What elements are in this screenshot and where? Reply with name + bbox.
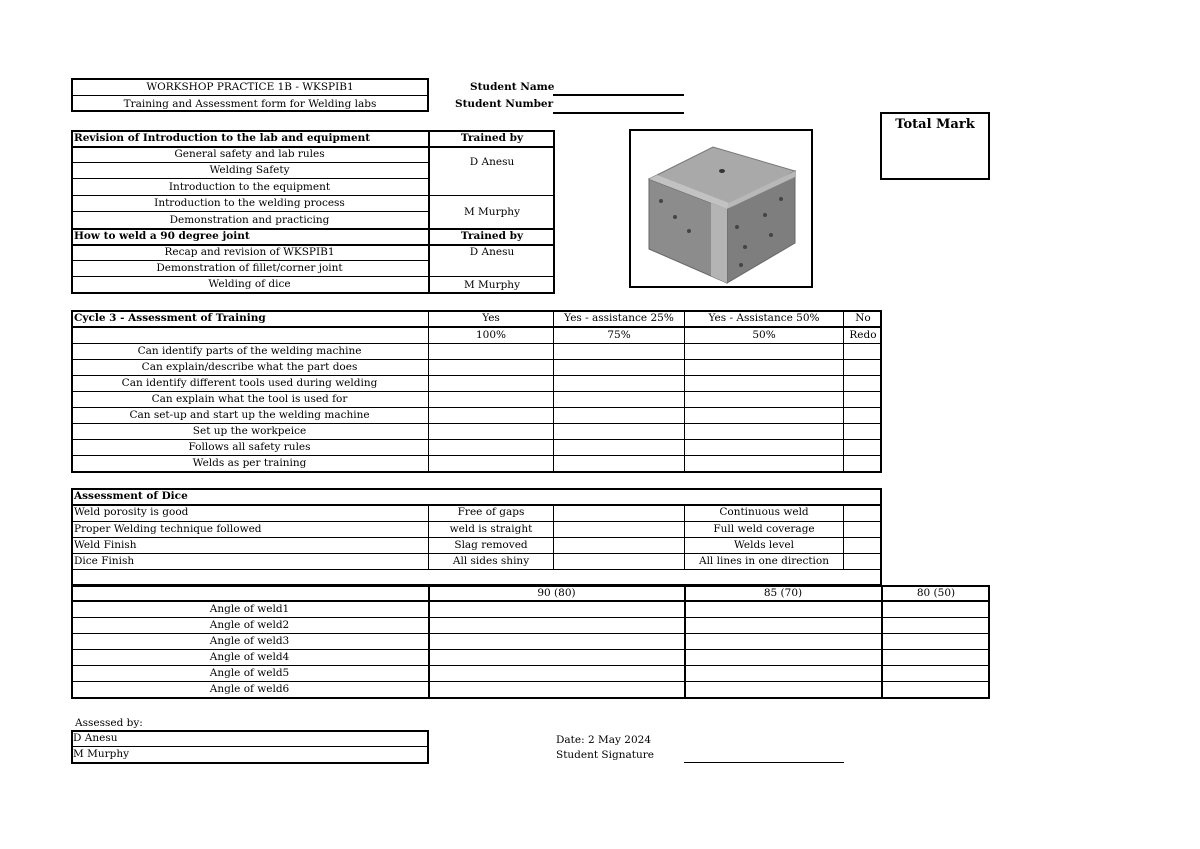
training-item: Introduction to the welding process [154, 197, 345, 209]
dice-check: Full weld coverage [713, 523, 815, 535]
section2-title: How to weld a 90 degree joint [74, 230, 250, 242]
assessed-by-label: Assessed by: [75, 717, 143, 729]
dice-rule [843, 504, 844, 570]
dice-criterion: Weld porosity is good [74, 506, 189, 518]
training-rule [71, 211, 428, 212]
training-item: General safety and lab rules [174, 148, 325, 160]
angle-item: Angle of weld1 [209, 603, 290, 615]
trained-by-header-2: Trained by [460, 230, 524, 242]
column-header: Yes - assistance 25% [564, 312, 674, 324]
form-subtitle: Training and Assessment form for Welding labs [123, 98, 377, 110]
trainer-name: M Murphy [463, 206, 521, 218]
column-header: Yes - Assistance 50% [708, 312, 820, 324]
column-header: Yes [482, 312, 500, 324]
angle-item: Angle of weld2 [209, 619, 290, 631]
dice-image-frame [629, 129, 813, 288]
angle-item: Angle of weld3 [209, 635, 290, 647]
form-title: WORKSHOP PRACTICE 1B - WKSPIB1 [146, 81, 354, 93]
student-number-field[interactable] [553, 112, 684, 114]
column-header: No [855, 312, 871, 324]
trainer-name: D Anesu [469, 246, 515, 258]
angle-item: Angle of weld5 [209, 667, 290, 679]
student-number-label: Student Number [455, 98, 554, 110]
angle-column-header: 85 (70) [763, 587, 803, 599]
training-item: Welding of dice [208, 278, 291, 290]
training-item: Recap and revision of WKSPIB1 [164, 246, 335, 258]
dice-check: All sides shiny [452, 555, 530, 567]
column-percent: Redo [849, 329, 877, 341]
assessment-date: Date: 2 May 2024 [556, 734, 652, 746]
column-percent: 50% [752, 329, 776, 341]
trained-by-header-1: Trained by [460, 132, 524, 144]
assessment-item: Set up the workpeice [192, 425, 307, 437]
dice-check: Welds level [733, 539, 795, 551]
assessment-item: Follows all safety rules [188, 441, 311, 453]
assessment-item: Can set-up and start up the welding machine [129, 409, 370, 421]
angle-column-header: 90 (80) [537, 587, 576, 599]
header-divider [71, 95, 429, 96]
dice-rule [553, 504, 554, 570]
training-item: Demonstration and practicing [169, 214, 330, 226]
trainer-name: D Anesu [469, 156, 515, 168]
total-mark-label: Total Mark [895, 117, 975, 132]
column-percent: 100% [475, 329, 507, 341]
trainer-name: M Murphy [463, 279, 521, 291]
assessment-item: Can explain/describe what the part does [141, 361, 358, 373]
dice-rule [71, 569, 882, 570]
assessment-item: Welds as per training [192, 457, 307, 469]
dice-criterion: Dice Finish [74, 555, 135, 567]
signature-line[interactable] [684, 762, 844, 763]
dice-cube-image [631, 131, 811, 286]
dice-check: All lines in one direction [698, 555, 829, 567]
dice-check: Slag removed [454, 539, 528, 551]
angle-column-header: 80 (50) [916, 587, 956, 599]
dice-criterion: Proper Welding technique followed [74, 523, 262, 535]
training-item: Welding Safety [209, 164, 290, 176]
cycle3-title: Cycle 3 - Assessment of Training [74, 312, 266, 324]
student-name-label: Student Name [470, 81, 555, 93]
angle-item: Angle of weld6 [209, 683, 290, 695]
student-name-field[interactable] [553, 94, 684, 96]
dice-check: weld is straight [449, 523, 533, 535]
assessor-name: D Anesu [73, 732, 118, 744]
training-item: Demonstration of fillet/corner joint [156, 262, 343, 274]
assessment-item: Can explain what the tool is used for [151, 393, 348, 405]
signature-label: Student Signature [556, 749, 654, 761]
dice-criterion: Weld Finish [74, 539, 137, 551]
section1-title: Revision of Introduction to the lab and equipment [74, 132, 371, 144]
assessor-name: M Murphy [73, 748, 130, 760]
dice-check: Continuous weld [719, 506, 809, 518]
dice-check: Free of gaps [457, 506, 525, 518]
assessment-item: Can identify parts of the welding machine [137, 345, 362, 357]
dice-title: Assessment of Dice [74, 490, 188, 502]
column-percent: 75% [607, 329, 631, 341]
training-item: Introduction to the equipment [168, 181, 331, 193]
angle-item: Angle of weld4 [209, 651, 290, 663]
assessment-item: Can identify different tools used during welding [121, 377, 378, 389]
training-rule [71, 178, 428, 179]
